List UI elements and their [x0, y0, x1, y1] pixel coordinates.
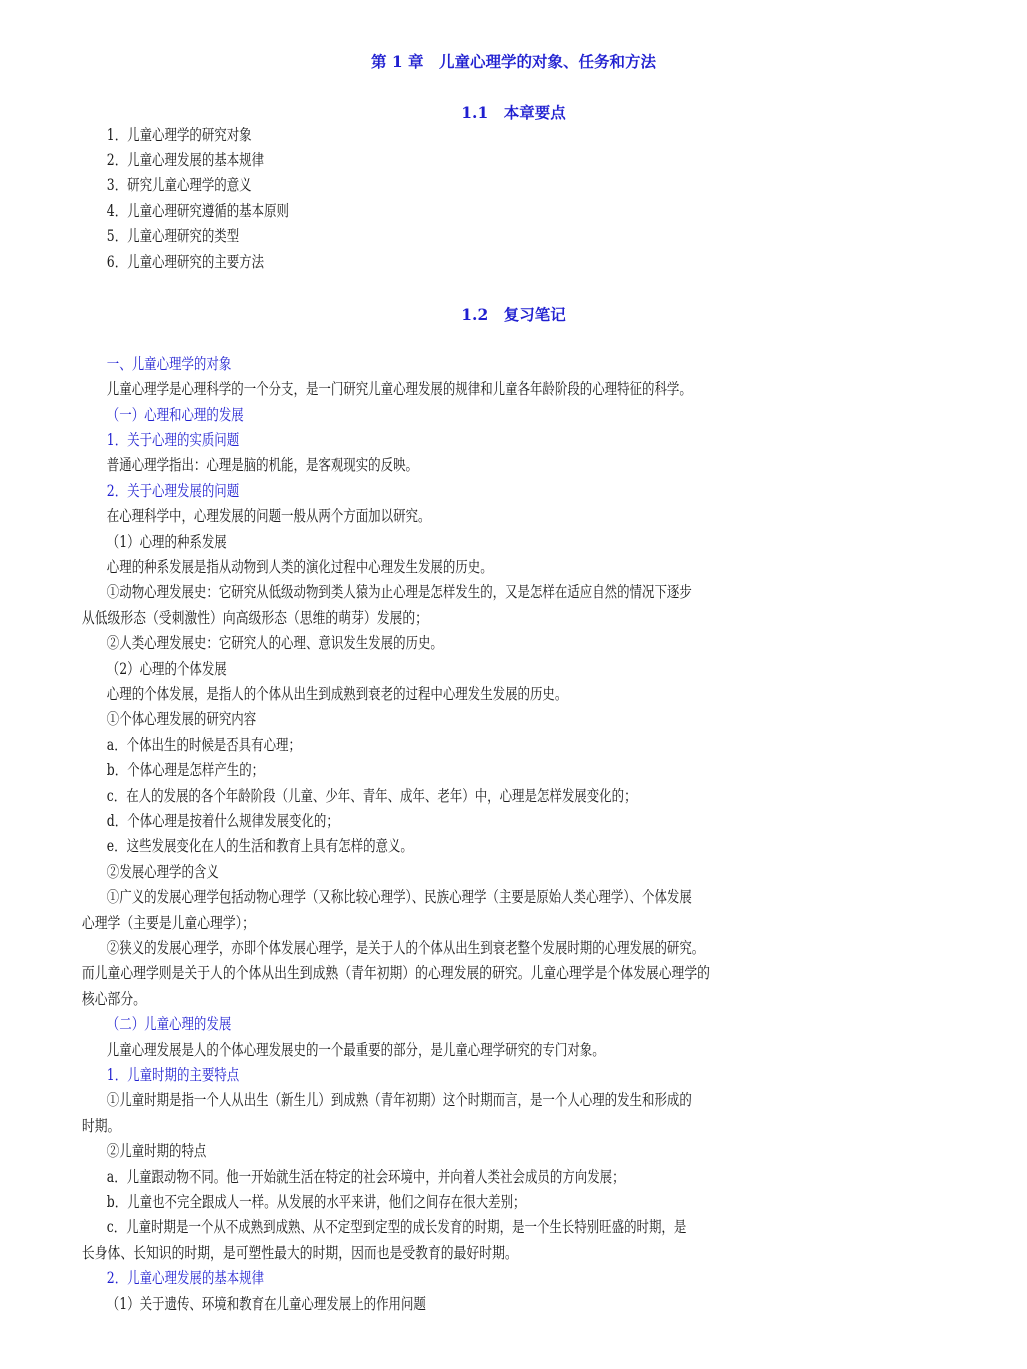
list-item: e．这些发展变化在人的生活和教育上具有怎样的意义。 — [106, 837, 413, 855]
paragraph: ①广义的发展心理学包括动物心理学（又称比较心理学）、民族心理学（主要是原始人类心理学）、个体发展 — [106, 888, 692, 906]
paragraph: ②狭义的发展心理学，亦即个体发展心理学，是关于人的个体从出生到衰老整个发展时期的心理发展的研究。 — [106, 939, 705, 957]
key-point-item: 4．儿童心理研究遵循的基本原则 — [106, 202, 289, 220]
paragraph-continuation: 核心部分。 — [81, 990, 146, 1008]
paragraph-continuation: 心理学（主要是儿童心理学）； — [81, 914, 255, 932]
section-title-notes: 1.2 复习笔记 — [461, 305, 566, 324]
paragraph: ②人类心理发展史：它研究人的心理、意识发生发展的历史。 — [106, 634, 443, 652]
section-title-key-points: 1.1 本章要点 — [461, 103, 566, 122]
paragraph: 心理的个体发展，是指人的个体从出生到成熟到衰老的过程中心理发生发展的历史。 — [106, 685, 568, 703]
heading-level3: 1．关于心理的实质问题 — [106, 431, 240, 449]
subheading: （1）关于遗传、环境和教育在儿童心理发展上的作用问题 — [106, 1295, 426, 1313]
paragraph-continuation: 时期。 — [81, 1117, 121, 1135]
list-item: a．儿童跟动物不同。他一开始就生活在特定的社会环境中，并向着人类社会成员的方向发展； — [106, 1168, 625, 1186]
paragraph-continuation: 而儿童心理学则是关于人的个体从出生到成熟（青年初期）的心理发展的研究。儿童心理学是个体发展心理学的 — [81, 964, 710, 982]
paragraph: 在心理科学中，心理发展的问题一般从两个方面加以研究。 — [106, 507, 431, 525]
paragraph: ②儿童时期的特点 — [106, 1142, 207, 1160]
chapter-title: 第 1 章 儿童心理学的对象、任务和方法 — [370, 52, 657, 71]
paragraph: ①动物心理发展史：它研究从低级动物到类人猿为止心理是怎样发生的，又是怎样在适应自然的情况下逐步 — [106, 583, 692, 601]
paragraph: ①儿童时期是指一个人从出生（新生儿）到成熟（青年初期）这个时期而言，是一个人心理的发生和形成的 — [106, 1091, 692, 1109]
list-item: c．在人的发展的各个年龄阶段（儿童、少年、青年、成年、老年）中，心理是怎样发展变化的； — [106, 787, 637, 805]
paragraph: ①个体心理发展的研究内容 — [106, 710, 257, 728]
key-point-item: 6．儿童心理研究的主要方法 — [106, 253, 265, 271]
paragraph: 儿童心理发展是人的个体心理发展史的一个最重要的部分，是儿童心理学研究的专门对象。 — [106, 1041, 605, 1059]
key-point-item: 5．儿童心理研究的类型 — [106, 227, 240, 245]
paragraph-continuation: 长身体、长知识的时期，是可塑性最大的时期，因而也是受教育的最好时期。 — [81, 1244, 518, 1262]
heading-level2: （一）心理和心理的发展 — [106, 406, 244, 424]
key-point-item: 1．儿童心理学的研究对象 — [106, 126, 252, 144]
paragraph-continuation: 从低级形态（受刺激性）向高级形态（思维的萌芽）发展的； — [81, 609, 428, 627]
heading-level3: 2．关于心理发展的问题 — [106, 482, 240, 500]
heading-level3: 1．儿童时期的主要特点 — [106, 1066, 240, 1084]
list-item: a．个体出生的时候是否具有心理； — [106, 736, 301, 754]
subheading: （2）心理的个体发展 — [106, 660, 227, 678]
paragraph: 普通心理学指出：心理是脑的机能，是客观现实的反映。 — [106, 456, 418, 474]
heading-level2: （二）儿童心理的发展 — [106, 1015, 232, 1033]
paragraph: ②发展心理学的含义 — [106, 863, 219, 881]
key-point-item: 3．研究儿童心理学的意义 — [106, 176, 252, 194]
list-item: d．个体心理是按着什么规律发展变化的； — [106, 812, 339, 830]
key-point-item: 2．儿童心理发展的基本规律 — [106, 151, 265, 169]
heading-level3: 2．儿童心理发展的基本规律 — [106, 1269, 265, 1287]
paragraph: 儿童心理学是心理科学的一个分支，是一门研究儿童心理发展的规律和儿童各年龄阶段的心理特征的科学。 — [106, 380, 692, 398]
list-item: c．儿童时期是一个从不成熟到成熟、从不定型到定型的成长发育的时期，是一个生长特别旺盛的时期，是 — [106, 1218, 687, 1236]
heading-level1: 一、儿童心理学的对象 — [106, 355, 232, 373]
subheading: （1）心理的种系发展 — [106, 533, 227, 551]
list-item: b．个体心理是怎样产生的； — [106, 761, 265, 779]
list-item: b．儿童也不完全跟成人一样。从发展的水平来讲，他们之间存在很大差别； — [106, 1193, 526, 1211]
paragraph: 心理的种系发展是指从动物到人类的演化过程中心理发生发展的历史。 — [106, 558, 493, 576]
